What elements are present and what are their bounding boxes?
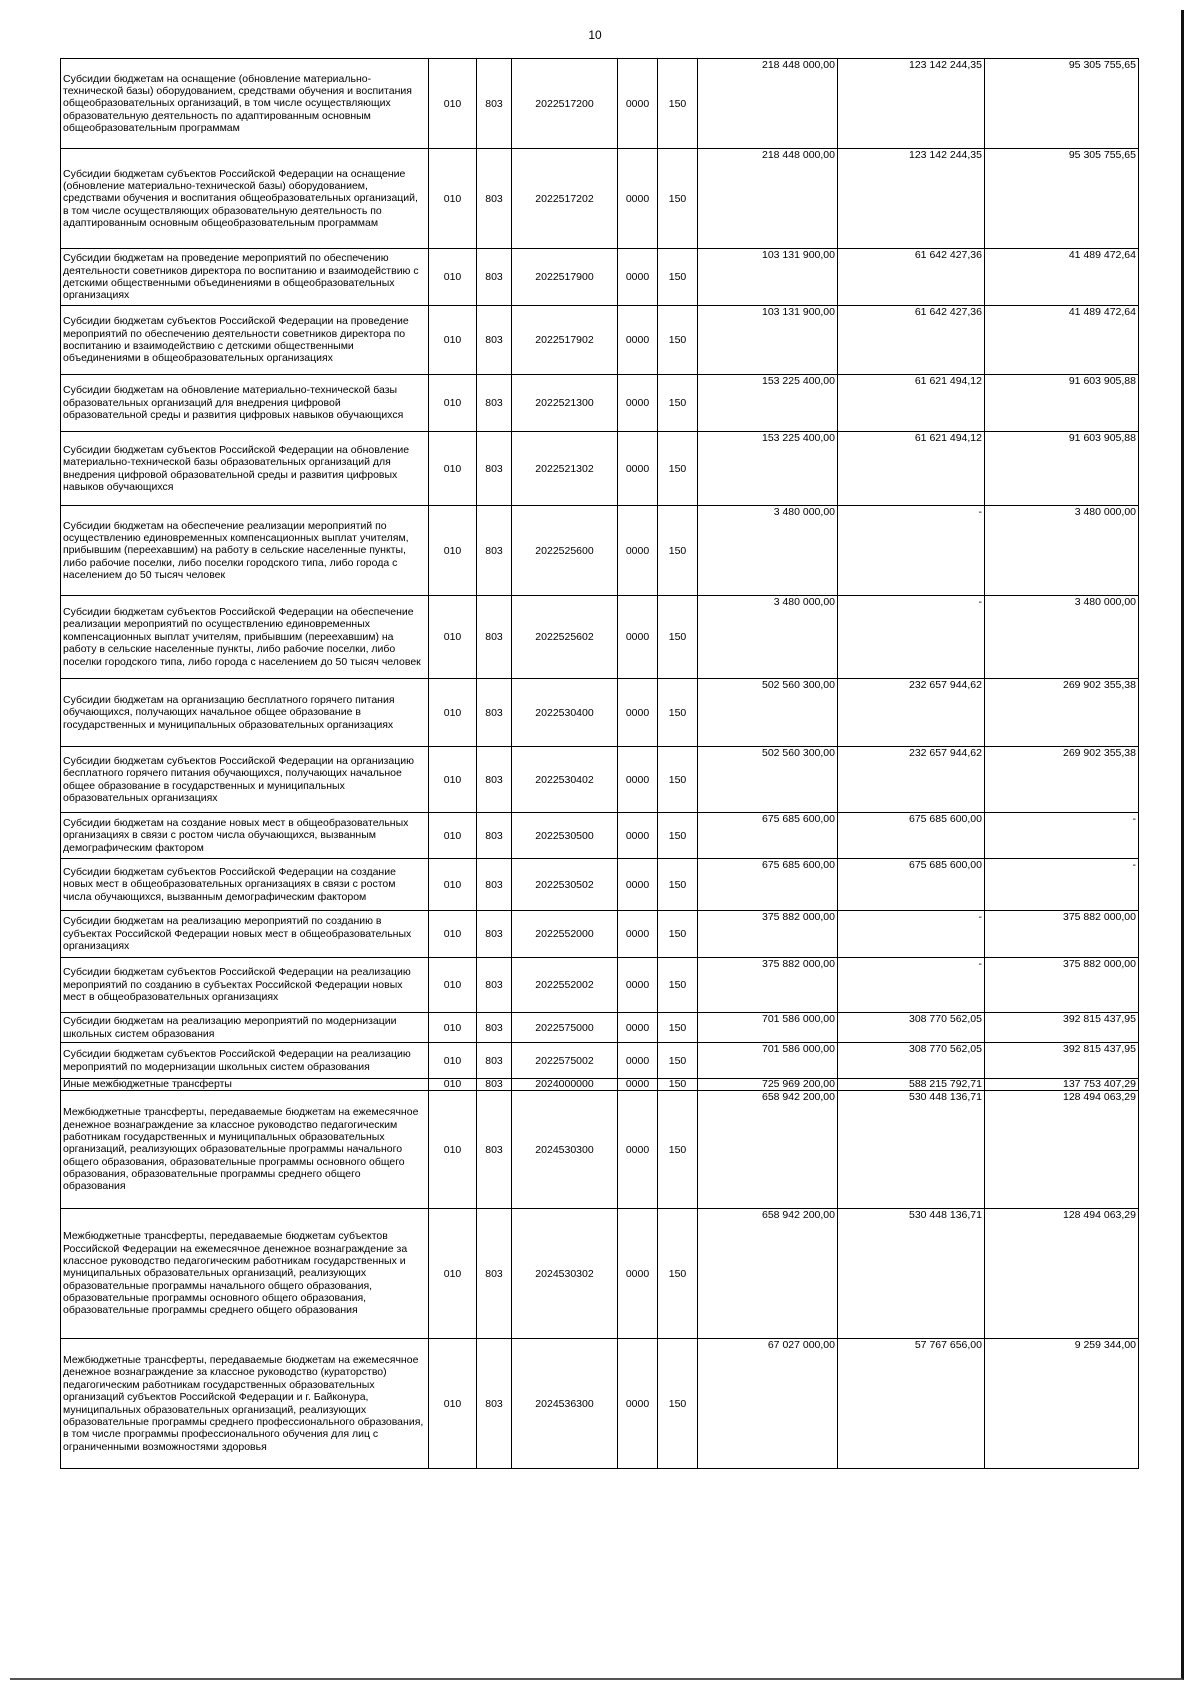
code-col-4: 0000: [618, 1091, 658, 1209]
code-col-5: 150: [658, 1091, 698, 1209]
value-col-3: 3 480 000,00: [985, 506, 1139, 596]
value-col-2: 308 770 562,05: [838, 1043, 985, 1079]
value-col-1: 153 225 400,00: [698, 432, 838, 506]
value-col-2: 57 767 656,00: [838, 1339, 985, 1469]
row-name: Субсидии бюджетам субъектов Российской Федерации на реализацию мероприятий по созданию в субъектах Российской Федерации новых мест в общеобразовательных организациях: [61, 958, 429, 1013]
value-col-3: -: [985, 859, 1139, 911]
row-name: Субсидии бюджетам субъектов Российской Федерации на обновление материально-технической базы образовательных организаций для внедрения цифровой образовательной среды и развития цифровых навыков обучающихся: [61, 432, 429, 506]
table-row: [61, 506, 1139, 596]
row-name: Субсидии бюджетам субъектов Российской Федерации на организацию бесплатного горячего питания обучающихся, получающих начальное общее образование в государственных и муниципальных образовательных организациях: [61, 747, 429, 813]
code-col-3: 2022552000: [512, 911, 618, 958]
value-col-2: 61 642 427,36: [838, 249, 985, 306]
table-row: [61, 859, 1139, 911]
code-col-3: 2022517202: [512, 149, 618, 249]
value-col-1: 375 882 000,00: [698, 958, 838, 1013]
code-col-2: 803: [477, 375, 512, 432]
value-col-3: 128 494 063,29: [985, 1091, 1139, 1209]
code-col-1: 010: [429, 1043, 477, 1079]
code-col-2: 803: [477, 747, 512, 813]
value-col-1: 502 560 300,00: [698, 747, 838, 813]
code-col-5: 150: [658, 149, 698, 249]
value-col-3: 392 815 437,95: [985, 1013, 1139, 1043]
code-col-4: 0000: [618, 149, 658, 249]
value-col-1: 701 586 000,00: [698, 1013, 838, 1043]
value-col-3: 9 259 344,00: [985, 1339, 1139, 1469]
code-col-4: 0000: [618, 958, 658, 1013]
code-col-4: 0000: [618, 1339, 658, 1469]
row-name: Межбюджетные трансферты, передаваемые бюджетам субъектов Российской Федерации на ежемесячное денежное вознаграждение за классное руководство педагогическим работникам государственных и муниципальных образовательных организаций, реализующих образовательные программы начального общего образования, образовательные программы основного общего образования, образовательные программы среднего общего образования: [61, 1209, 429, 1339]
table-row: [61, 911, 1139, 958]
code-col-2: 803: [477, 958, 512, 1013]
table-row: [61, 1339, 1139, 1469]
code-col-3: 2024530302: [512, 1209, 618, 1339]
code-col-1: 010: [429, 149, 477, 249]
code-col-5: 150: [658, 813, 698, 859]
value-col-1: 218 448 000,00: [698, 59, 838, 149]
value-col-3: 375 882 000,00: [985, 958, 1139, 1013]
value-col-3: 95 305 755,65: [985, 149, 1139, 249]
code-col-2: 803: [477, 679, 512, 747]
code-col-1: 010: [429, 506, 477, 596]
value-col-3: 41 489 472,64: [985, 249, 1139, 306]
value-col-1: 218 448 000,00: [698, 149, 838, 249]
code-col-5: 150: [658, 375, 698, 432]
value-col-2: 232 657 944,62: [838, 747, 985, 813]
code-col-1: 010: [429, 911, 477, 958]
code-col-2: 803: [477, 432, 512, 506]
row-name: Субсидии бюджетам субъектов Российской Федерации на реализацию мероприятий по модернизации школьных систем образования: [61, 1043, 429, 1079]
code-col-4: 0000: [618, 1043, 658, 1079]
value-col-2: 61 642 427,36: [838, 306, 985, 375]
code-col-3: 2024536300: [512, 1339, 618, 1469]
value-col-2: 308 770 562,05: [838, 1013, 985, 1043]
code-col-3: 2022530402: [512, 747, 618, 813]
code-col-4: 0000: [618, 306, 658, 375]
table-row: [61, 596, 1139, 679]
code-col-5: 150: [658, 859, 698, 911]
code-col-4: 0000: [618, 1209, 658, 1339]
value-col-1: 375 882 000,00: [698, 911, 838, 958]
code-col-1: 010: [429, 1079, 477, 1091]
code-col-3: 2022530400: [512, 679, 618, 747]
value-col-1: 153 225 400,00: [698, 375, 838, 432]
table-row: [61, 679, 1139, 747]
row-name: Субсидии бюджетам субъектов Российской Федерации на проведение мероприятий по обеспечению деятельности советников директора по воспитанию и взаимодействию с детскими общественными объединениями в общеобразовательных организациях: [61, 306, 429, 375]
value-col-2: 588 215 792,71: [838, 1079, 985, 1091]
code-col-2: 803: [477, 911, 512, 958]
value-col-3: 91 603 905,88: [985, 375, 1139, 432]
code-col-1: 010: [429, 859, 477, 911]
value-col-1: 725 969 200,00: [698, 1079, 838, 1091]
code-col-5: 150: [658, 596, 698, 679]
table-row: [61, 1079, 1139, 1091]
table-row: [61, 375, 1139, 432]
row-name: Субсидии бюджетам субъектов Российской Федерации на создание новых мест в общеобразовательных организациях в связи с ростом числа обучающихся, вызванным демографическим фактором: [61, 859, 429, 911]
code-col-3: 2022517200: [512, 59, 618, 149]
code-col-3: 2022525600: [512, 506, 618, 596]
code-col-3: 2022575000: [512, 1013, 618, 1043]
code-col-4: 0000: [618, 1079, 658, 1091]
budget-table: [60, 58, 1139, 1469]
code-col-2: 803: [477, 1209, 512, 1339]
code-col-3: 2022552002: [512, 958, 618, 1013]
code-col-4: 0000: [618, 679, 658, 747]
row-name: Субсидии бюджетам субъектов Российской Федерации на оснащение (обновление материально-технической базы) оборудованием, средствами обучения и воспитания общеобразовательных организаций, в том числе осуществляющих образовательную деятельность по адаптированным основным общеобразовательным программам: [61, 149, 429, 249]
value-col-3: 41 489 472,64: [985, 306, 1139, 375]
table-row: [61, 747, 1139, 813]
code-col-5: 150: [658, 59, 698, 149]
value-col-2: 232 657 944,62: [838, 679, 985, 747]
value-col-2: 675 685 600,00: [838, 859, 985, 911]
table-row: [61, 59, 1139, 149]
table-body: [61, 59, 1139, 1469]
code-col-1: 010: [429, 375, 477, 432]
value-col-2: -: [838, 596, 985, 679]
row-name: Субсидии бюджетам на обновление материально-технической базы образовательных организаций для внедрения цифровой образовательной среды и развития цифровых навыков обучающихся: [61, 375, 429, 432]
code-col-3: 2022521300: [512, 375, 618, 432]
code-col-2: 803: [477, 306, 512, 375]
code-col-4: 0000: [618, 432, 658, 506]
code-col-5: 150: [658, 747, 698, 813]
row-name: Субсидии бюджетам на реализацию мероприятий по модернизации школьных систем образования: [61, 1013, 429, 1043]
code-col-4: 0000: [618, 249, 658, 306]
page-number: 10: [588, 28, 602, 42]
code-col-4: 0000: [618, 813, 658, 859]
code-col-3: 2024530300: [512, 1091, 618, 1209]
code-col-5: 150: [658, 1013, 698, 1043]
code-col-2: 803: [477, 1079, 512, 1091]
table-row: [61, 958, 1139, 1013]
value-col-1: 658 942 200,00: [698, 1091, 838, 1209]
code-col-2: 803: [477, 1043, 512, 1079]
value-col-3: 269 902 355,38: [985, 679, 1139, 747]
table-row: [61, 813, 1139, 859]
code-col-4: 0000: [618, 1013, 658, 1043]
code-col-2: 803: [477, 249, 512, 306]
value-col-3: 392 815 437,95: [985, 1043, 1139, 1079]
code-col-1: 010: [429, 747, 477, 813]
table-row: [61, 1043, 1139, 1079]
code-col-1: 010: [429, 1013, 477, 1043]
value-col-2: -: [838, 911, 985, 958]
value-col-2: 123 142 244,35: [838, 149, 985, 249]
code-col-2: 803: [477, 596, 512, 679]
code-col-3: 2022525602: [512, 596, 618, 679]
table-row: [61, 1091, 1139, 1209]
code-col-1: 010: [429, 59, 477, 149]
value-col-3: 137 753 407,29: [985, 1079, 1139, 1091]
code-col-5: 150: [658, 1079, 698, 1091]
code-col-5: 150: [658, 506, 698, 596]
code-col-5: 150: [658, 958, 698, 1013]
code-col-3: 2022521302: [512, 432, 618, 506]
row-name: Иные межбюджетные трансферты: [61, 1079, 429, 1091]
value-col-1: 502 560 300,00: [698, 679, 838, 747]
code-col-4: 0000: [618, 859, 658, 911]
code-col-5: 150: [658, 306, 698, 375]
value-col-2: 675 685 600,00: [838, 813, 985, 859]
code-col-2: 803: [477, 859, 512, 911]
table-row: [61, 1209, 1139, 1339]
value-col-2: 530 448 136,71: [838, 1209, 985, 1339]
row-name: Субсидии бюджетам на обеспечение реализации мероприятий по осуществлению единовременных компенсационных выплат учителям, прибывшим (переехавшим) на работу в сельские населенные пункты, либо рабочие поселки, либо поселки городского типа, либо города с населением до 50 тысяч человек: [61, 506, 429, 596]
code-col-1: 010: [429, 813, 477, 859]
value-col-1: 103 131 900,00: [698, 249, 838, 306]
code-col-3: 2022530502: [512, 859, 618, 911]
value-col-3: -: [985, 813, 1139, 859]
code-col-2: 803: [477, 1339, 512, 1469]
code-col-5: 150: [658, 432, 698, 506]
code-col-1: 010: [429, 958, 477, 1013]
value-col-1: 3 480 000,00: [698, 506, 838, 596]
code-col-3: 2022517902: [512, 306, 618, 375]
value-col-1: 3 480 000,00: [698, 596, 838, 679]
row-name: Субсидии бюджетам на реализацию мероприятий по созданию в субъектах Российской Федерации новых мест в общеобразовательных организациях: [61, 911, 429, 958]
row-name: Субсидии бюджетам на оснащение (обновление материально-технической базы) оборудованием, средствами обучения и воспитания общеобразовательных организаций, в том числе осуществляющих образовательную деятельность по адаптированным основным общеобразовательным программам: [61, 59, 429, 149]
row-name: Субсидии бюджетам на создание новых мест в общеобразовательных организациях в связи с ростом числа обучающихся, вызванным демографическим фактором: [61, 813, 429, 859]
code-col-2: 803: [477, 813, 512, 859]
code-col-1: 010: [429, 249, 477, 306]
value-col-2: -: [838, 506, 985, 596]
code-col-5: 150: [658, 1043, 698, 1079]
code-col-2: 803: [477, 149, 512, 249]
value-col-2: 123 142 244,35: [838, 59, 985, 149]
code-col-4: 0000: [618, 375, 658, 432]
value-col-2: 61 621 494,12: [838, 375, 985, 432]
code-col-1: 010: [429, 1339, 477, 1469]
code-col-5: 150: [658, 1209, 698, 1339]
code-col-1: 010: [429, 1209, 477, 1339]
code-col-4: 0000: [618, 596, 658, 679]
value-col-3: 128 494 063,29: [985, 1209, 1139, 1339]
value-col-3: 91 603 905,88: [985, 432, 1139, 506]
table-row: [61, 1013, 1139, 1043]
row-name: Межбюджетные трансферты, передаваемые бюджетам на ежемесячное денежное вознаграждение за классное руководство (кураторство) педагогическим работникам государственных образовательных организаций субъектов Российской Федерации и г. Байконура, муниципальных образовательных организаций, реализующих образовательные программы среднего профессионального образования, в том числе программы профессионального обучения для лиц с ограниченными возможностями здоровья: [61, 1339, 429, 1469]
value-col-1: 103 131 900,00: [698, 306, 838, 375]
code-col-5: 150: [658, 249, 698, 306]
row-name: Субсидии бюджетам на организацию бесплатного горячего питания обучающихся, получающих начальное общее образование в государственных и муниципальных образовательных организациях: [61, 679, 429, 747]
value-col-3: 3 480 000,00: [985, 596, 1139, 679]
value-col-1: 658 942 200,00: [698, 1209, 838, 1339]
code-col-3: 2024000000: [512, 1079, 618, 1091]
code-col-2: 803: [477, 1013, 512, 1043]
code-col-3: 2022517900: [512, 249, 618, 306]
code-col-2: 803: [477, 1091, 512, 1209]
code-col-3: 2022575002: [512, 1043, 618, 1079]
table-row: [61, 249, 1139, 306]
table-row: [61, 432, 1139, 506]
code-col-4: 0000: [618, 911, 658, 958]
code-col-2: 803: [477, 506, 512, 596]
row-name: Субсидии бюджетам субъектов Российской Федерации на обеспечение реализации мероприятий по осуществлению единовременных компенсационных выплат учителям, прибывшим (переехавшим) на работу в сельские населенные пункты, либо рабочие поселки, либо поселки городского типа, либо города с населением до 50 тысяч человек: [61, 596, 429, 679]
code-col-4: 0000: [618, 506, 658, 596]
code-col-5: 150: [658, 679, 698, 747]
value-col-3: 269 902 355,38: [985, 747, 1139, 813]
value-col-2: 61 621 494,12: [838, 432, 985, 506]
value-col-1: 701 586 000,00: [698, 1043, 838, 1079]
code-col-1: 010: [429, 432, 477, 506]
code-col-4: 0000: [618, 59, 658, 149]
row-name: Субсидии бюджетам на проведение мероприятий по обеспечению деятельности советников директора по воспитанию и взаимодействию с детскими общественными объединениями в общеобразовательных организациях: [61, 249, 429, 306]
value-col-1: 67 027 000,00: [698, 1339, 838, 1469]
value-col-1: 675 685 600,00: [698, 813, 838, 859]
value-col-1: 675 685 600,00: [698, 859, 838, 911]
code-col-1: 010: [429, 679, 477, 747]
code-col-5: 150: [658, 911, 698, 958]
table-row: [61, 306, 1139, 375]
code-col-5: 150: [658, 1339, 698, 1469]
code-col-4: 0000: [618, 747, 658, 813]
value-col-2: 530 448 136,71: [838, 1091, 985, 1209]
row-name: Межбюджетные трансферты, передаваемые бюджетам на ежемесячное денежное вознаграждение за классное руководство педагогическим работникам государственных и муниципальных образовательных организаций, реализующих образовательные программы начального общего образования, образовательные программы основного общего образования, образовательные программы среднего общего образования: [61, 1091, 429, 1209]
code-col-2: 803: [477, 59, 512, 149]
code-col-1: 010: [429, 1091, 477, 1209]
value-col-3: 95 305 755,65: [985, 59, 1139, 149]
code-col-1: 010: [429, 306, 477, 375]
code-col-3: 2022530500: [512, 813, 618, 859]
code-col-1: 010: [429, 596, 477, 679]
value-col-2: -: [838, 958, 985, 1013]
value-col-3: 375 882 000,00: [985, 911, 1139, 958]
table-row: [61, 149, 1139, 249]
